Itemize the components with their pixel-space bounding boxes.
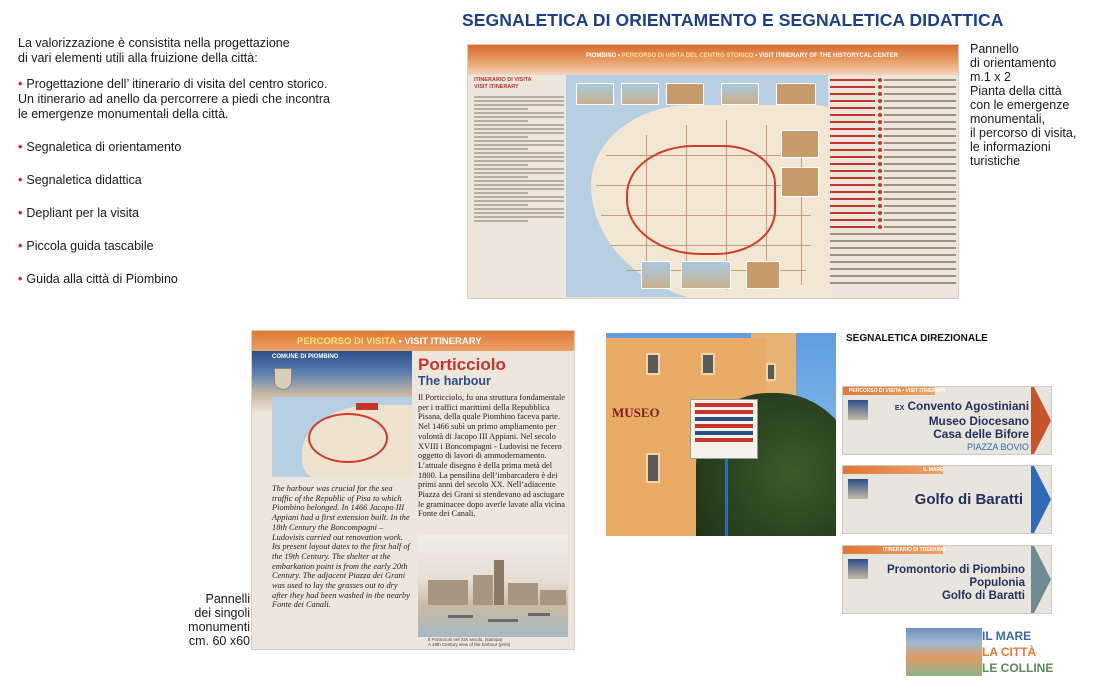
map-panel-header (586, 53, 898, 59)
monument-thumbnail (666, 83, 704, 105)
museo-lettering: MUSEO (612, 405, 660, 420)
desc-line: monumentali, (970, 112, 1046, 126)
list-item-line: Guida alla città di Piombino (26, 272, 178, 286)
monument-thumbnail (641, 261, 671, 289)
list-item (18, 206, 348, 221)
harbour-print-image (418, 535, 568, 637)
direction-sign-trekking (842, 545, 1052, 614)
crest-icon (274, 368, 292, 390)
orientation-map-panel (467, 44, 959, 299)
monument-header-sep: • (395, 336, 405, 347)
monument-panel (251, 330, 575, 650)
intro-line-2: di vari elementi utili alla fruizione della città: (18, 51, 258, 65)
logo-line: LE COLLINE (982, 661, 1054, 675)
desc-line: di orientamento (970, 56, 1057, 70)
caption-en: A 19th Century view of the harbour (print) (428, 642, 511, 647)
city-map (566, 75, 828, 297)
sign-line: Populonia (969, 577, 1025, 589)
list-item (18, 140, 348, 155)
list-item-line: Depliant per la visita (26, 206, 139, 220)
bullet-icon: • (18, 272, 23, 286)
monument-thumbnail (776, 83, 816, 105)
crest-icon (848, 479, 868, 499)
intro-text-block (18, 36, 348, 305)
desc-line: dei singoli (194, 606, 250, 620)
sign-line: Golfo di Baratti (941, 590, 1025, 602)
monument-panel-description (150, 592, 250, 648)
map-panel-description (970, 42, 1098, 168)
monument-text-english: The harbour was crucial for the sea traffic of the Republic of Pisa to which Piombino belonged. In 1466 Jacopo III Appiani had a first extension built. In the 18th Century the Boncompagni – Ludovisis carried out renovation work. Its present layout dates to the first half of the 19th Century. The shelter at the embarkation point is from the early 20th Century. The adjacent Piazza dei Grani was used to lay the grasses out to dry after they had been washed in the nearby Fonte dei Canali. (272, 484, 410, 610)
sign-band-text: PERCORSO DI VISITA • VISIT ITINERARY (849, 388, 947, 394)
sign-band-text: ITINERARIO DI TREKKING (883, 547, 946, 553)
desc-line: con le emergenze (970, 98, 1070, 112)
monument-thumbnail (576, 83, 614, 105)
map-panel-left-column (474, 77, 564, 295)
list-item (18, 173, 348, 188)
museum-sign-photo (606, 333, 836, 536)
crest-icon (848, 559, 868, 579)
monument-thumbnail (781, 167, 819, 197)
map-panel-right-column (830, 77, 956, 297)
intro-list (18, 77, 348, 287)
list-item-line: Segnaletica di orientamento (26, 140, 182, 154)
monument-header-en: VISIT ITINERARY (404, 336, 482, 347)
logo-line: IL MARE (982, 629, 1032, 643)
monument-title: Porticciolo (418, 355, 506, 374)
sign-prefix: EX (894, 405, 905, 412)
comune-label: COMUNE DI PIOMBINO (272, 354, 339, 360)
monument-subtitle: The harbour (418, 374, 491, 388)
itinerary-route (308, 413, 388, 463)
brand-logo-graphic (906, 628, 982, 676)
map-header-part1: PIOMBINO • (586, 53, 621, 59)
crest-icon (848, 400, 868, 420)
list-item-line: Segnaletica didattica (26, 173, 142, 187)
bullet-icon: • (18, 140, 23, 154)
monument-thumbnail (681, 261, 731, 289)
street-sign (690, 399, 758, 459)
sign-line: Casa delle Bifore (933, 427, 1029, 441)
photo-caption (428, 637, 510, 647)
sign-text (887, 564, 1025, 603)
bullet-icon: • (18, 173, 23, 187)
desc-line: m.1 x 2 (970, 70, 1011, 84)
list-item-line: Piccola guida tascabile (26, 239, 154, 253)
logo-line: LA CITTÀ (982, 645, 1037, 659)
map-left-subtitle: VISIT ITINERARY (474, 84, 519, 90)
desc-line: cm. 60 x60 (188, 634, 250, 648)
monument-thumbnail (621, 83, 659, 105)
map-panel-header-band (468, 45, 958, 75)
bullet-icon: • (18, 239, 23, 253)
arrow-right-icon (1031, 466, 1051, 533)
page-title: SEGNALETICA DI ORIENTAMENTO E SEGNALETICA DIDATTICA (462, 10, 1004, 30)
desc-line: turistiche (970, 154, 1021, 168)
desc-line: le informazioni (970, 140, 1051, 154)
list-item-line: Progettazione dell’ itinerario di visita del centro storico. (26, 77, 328, 91)
sign-line: Promontorio di Piombino (887, 564, 1025, 576)
directional-signage-label: SEGNALETICA DIREZIONALE (846, 333, 988, 344)
desc-line: Pannelli (205, 592, 250, 606)
sign-line: Museo Diocesano (928, 414, 1029, 428)
monument-thumbnail (721, 83, 759, 105)
map-header-part2: PERCORSO DI VISITA DEL CENTRO STORICO (621, 53, 754, 59)
arrow-right-icon (1031, 546, 1051, 613)
desc-line: Pannello (970, 42, 1019, 56)
sign-line: Convento Agostiniani (907, 399, 1029, 413)
map-header-part3: • VISIT ITINERARY OF THE HISTORYCAL CENTER (755, 53, 898, 59)
monument-header (297, 336, 482, 347)
arrow-right-icon (1031, 387, 1051, 454)
monument-header-it: PERCORSO DI VISITA (297, 336, 396, 347)
caption-it: Il Porticciolo nel XIX secolo, (stampa) (428, 637, 503, 642)
intro-paragraph (18, 36, 348, 66)
bullet-icon: • (18, 77, 23, 91)
sign-band-text: IL MARE (923, 467, 944, 473)
map-left-title: ITINERARIO DI VISITA (474, 77, 532, 83)
intro-line-1: La valorizzazione è consistita nella progettazione (18, 36, 290, 50)
list-item-line: le emergenze monumentali della città. (18, 107, 229, 121)
list-item-line: Un itinerario ad anello da percorrere a piedi che incontra (18, 92, 330, 106)
sign-text (895, 400, 1029, 454)
desc-line: il percorso di visita, (970, 126, 1077, 140)
list-item (18, 239, 348, 254)
direction-sign-convento (842, 386, 1052, 455)
sign-text: Golfo di Baratti (914, 491, 1023, 508)
direction-sign-baratti (842, 465, 1052, 534)
brand-logo-text (982, 628, 1053, 676)
sign-line: PIAZZA BOVIO (966, 442, 1029, 452)
monument-location-map (272, 397, 412, 477)
monument-text-italian: Il Porticciolo, fu una struttura fondamentale per i traffici marittimi della Repubblica Pisana, della quale Piombino faceva parte. Nel 1466 subì un primo ampliamento per volontà di Jacopo III Appiani. Nel secolo XVIII i Boncompagni - Ludovisi ne fecero oggetto di lavori di ammodernamento. L’attuale disegno è della prima metà del 1800. La pensilina dell’imbarcadero è dei primi anni del secolo XX. Nell’adiacente Piazza dei Grani si stendevano ad asciugare le graminacee dopo averle lavate alla vicina Fonte dei Canali. (418, 393, 565, 519)
tower-drawing (494, 560, 504, 605)
list-item (18, 77, 348, 122)
bullet-icon: • (18, 206, 23, 220)
monument-thumbnail (781, 130, 819, 158)
desc-line: Pianta della città (970, 84, 1062, 98)
list-item (18, 272, 348, 287)
monument-thumbnail (746, 261, 780, 289)
location-marker-icon (356, 403, 378, 410)
itinerary-route (626, 145, 776, 255)
map-left-text-lines (474, 96, 564, 222)
desc-line: monumenti (188, 620, 250, 634)
